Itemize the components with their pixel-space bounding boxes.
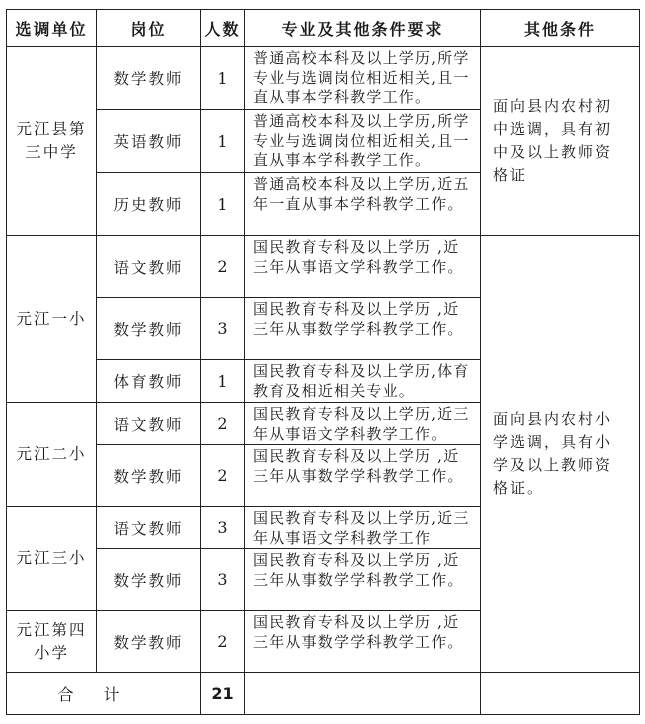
post-cell: 英语教师 — [97, 110, 201, 173]
total-count: 21 — [201, 673, 245, 715]
requirement-text: 国民教育专科及以上学历 ,近三年从事数学学科教学工作。 — [253, 613, 464, 651]
requirement-text: 普通高校本科及以上学历,近五年一直从事本学科教学工作。 — [253, 175, 470, 213]
requirement-cell — [245, 549, 481, 611]
requirement-text: 国民教育专科及以上学历,近三年从事语文学科教学工作 — [253, 509, 470, 547]
post-cell: 历史教师 — [97, 173, 201, 236]
total-empty-cell — [481, 673, 640, 715]
requirement-text: 国民教育专科及以上学历 ,近三年从事数学学科教学工作。 — [253, 300, 464, 338]
unit-cell: 元江一小 — [7, 236, 97, 403]
requirement-text: 国民教育专科及以上学历 ,近三年从事语文学科教学工作。 — [253, 238, 464, 276]
other-conditions-middle: 面向县内农村初中选调，具有初中及以上教师资格证 — [481, 47, 640, 236]
table-row — [7, 47, 640, 110]
unit-cell: 元江三小 — [7, 507, 97, 611]
other-conditions-primary: 面向县内农村小学选调，具有小学及以上教师资格证。 — [481, 236, 640, 673]
count-cell: 3 — [201, 507, 245, 549]
unit-cell: 元江县第三中学 — [7, 47, 97, 236]
table-header-row — [7, 10, 640, 47]
requirement-cell — [245, 507, 481, 549]
unit-cell: 元江第四小学 — [7, 611, 97, 673]
count-cell: 3 — [201, 298, 245, 360]
post-cell: 体育教师 — [97, 360, 201, 403]
header-unit: 选调单位 — [7, 10, 97, 47]
total-row — [7, 673, 640, 715]
post-cell: 语文教师 — [97, 236, 201, 298]
requirement-cell — [245, 236, 481, 298]
count-cell: 2 — [201, 445, 245, 507]
requirement-cell — [245, 173, 481, 236]
requirement-text: 国民教育专科及以上学历,体育教育及相近相关专业。 — [253, 362, 470, 400]
unit-cell: 元江二小 — [7, 403, 97, 507]
post-cell: 数学教师 — [97, 445, 201, 507]
post-cell: 语文教师 — [97, 403, 201, 445]
table-row — [7, 236, 640, 298]
requirement-text: 国民教育专科及以上学历 ,近三年从事数学学科教学工作。 — [253, 551, 464, 589]
post-cell: 数学教师 — [97, 549, 201, 611]
post-cell: 数学教师 — [97, 47, 201, 110]
count-cell: 2 — [201, 403, 245, 445]
requirement-cell — [245, 110, 481, 173]
header-other: 其他条件 — [481, 10, 640, 47]
count-cell: 2 — [201, 236, 245, 298]
count-cell: 1 — [201, 47, 245, 110]
requirement-text: 普通高校本科及以上学历,所学专业与选调岗位相近相关,且一直从事本学科教学工作。 — [253, 49, 470, 106]
total-empty-cell — [245, 673, 481, 715]
post-cell: 数学教师 — [97, 298, 201, 360]
requirement-text: 国民教育专科及以上学历,近三年从事语文学科教学工作。 — [253, 405, 470, 443]
requirement-cell — [245, 47, 481, 110]
count-cell: 1 — [201, 110, 245, 173]
requirement-cell — [245, 360, 481, 403]
post-cell: 数学教师 — [97, 611, 201, 673]
requirement-text: 国民教育专科及以上学历 ,近三年从事数学学科教学工作。 — [253, 447, 464, 485]
recruitment-table — [6, 9, 640, 715]
header-requirements: 专业及其他条件要求 — [245, 10, 481, 47]
total-label: 合计 — [7, 673, 201, 715]
requirement-cell — [245, 403, 481, 445]
header-post: 岗位 — [97, 10, 201, 47]
count-cell: 1 — [201, 173, 245, 236]
post-cell: 语文教师 — [97, 507, 201, 549]
header-count: 人数 — [201, 10, 245, 47]
count-cell: 1 — [201, 360, 245, 403]
count-cell: 3 — [201, 549, 245, 611]
requirement-cell — [245, 298, 481, 360]
requirement-cell — [245, 445, 481, 507]
requirement-text: 普通高校本科及以上学历,所学专业与选调岗位相近相关,且一直从事本学科教学工作。 — [253, 112, 470, 169]
count-cell: 2 — [201, 611, 245, 673]
requirement-cell — [245, 611, 481, 673]
